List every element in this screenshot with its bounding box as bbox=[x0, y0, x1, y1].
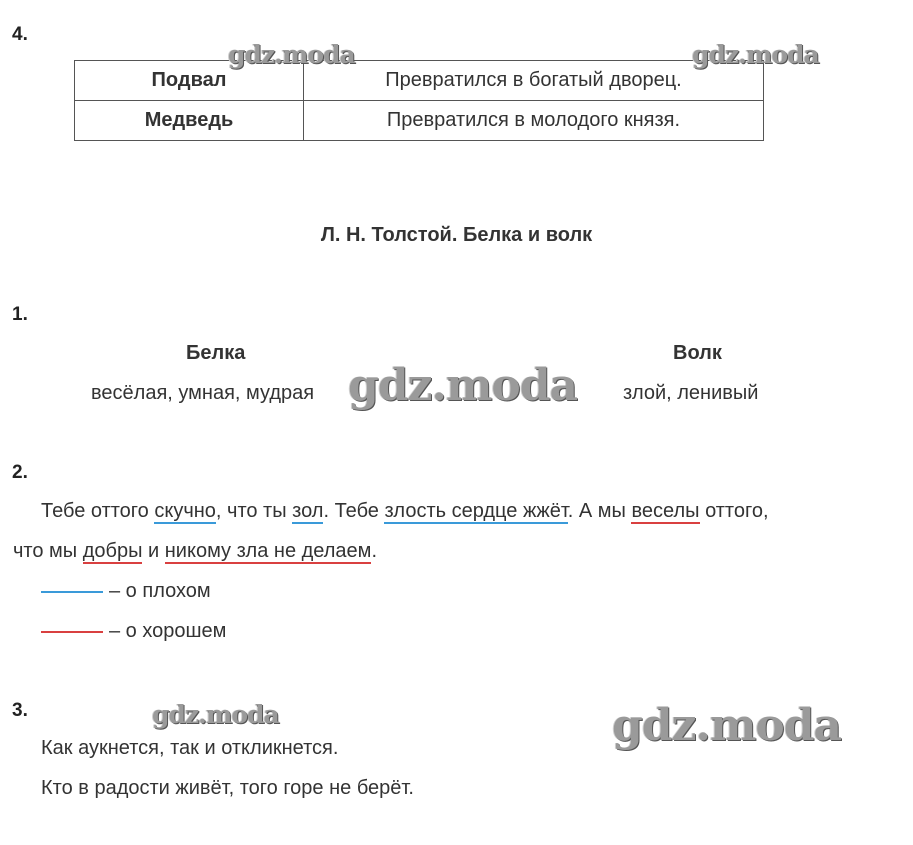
underlined-good-word: никому зла не делаем bbox=[164, 540, 372, 562]
text-segment: . Тебе bbox=[323, 500, 385, 522]
question-1-number: 1. bbox=[12, 304, 28, 325]
column-header-squirrel: Белка bbox=[186, 342, 246, 364]
legend-bad bbox=[41, 580, 211, 603]
wolf-traits: злой, ленивый bbox=[623, 382, 759, 404]
text-segment: . А мы bbox=[567, 500, 632, 522]
table-cell-left: Подвал bbox=[75, 61, 304, 101]
table-cell-left: Медведь bbox=[75, 101, 304, 141]
text-line-1 bbox=[41, 500, 769, 523]
text-segment: . bbox=[371, 540, 377, 562]
table-cell-right: Превратился в молодого князя. bbox=[304, 101, 764, 141]
question-2-number: 2. bbox=[12, 462, 28, 483]
table-row bbox=[75, 101, 764, 141]
watermark: gdz.moda bbox=[692, 40, 819, 69]
text-segment: и bbox=[142, 540, 165, 562]
underlined-good-word: веселы bbox=[631, 500, 700, 522]
blue-underline-sample bbox=[41, 591, 103, 593]
watermark: gdz.moda bbox=[612, 700, 842, 751]
text-segment: , что ты bbox=[215, 500, 293, 522]
text-segment: что мы bbox=[13, 540, 83, 562]
watermark: gdz.moda bbox=[348, 360, 578, 411]
proverb-2: Кто в радости живёт, того горе не берёт. bbox=[41, 777, 414, 799]
section-4-table bbox=[74, 60, 764, 141]
table-cell-right: Превратился в богатый дворец. bbox=[304, 61, 764, 101]
text-segment: оттого, bbox=[699, 500, 769, 522]
underlined-bad-word: зол bbox=[292, 500, 324, 522]
underlined-bad-word: злость сердце жжёт bbox=[384, 500, 568, 522]
legend-good-label: – о хорошем bbox=[109, 620, 227, 642]
squirrel-traits: весёлая, умная, мудрая bbox=[91, 382, 315, 404]
table-row bbox=[75, 61, 764, 101]
question-3-number: 3. bbox=[12, 700, 28, 721]
red-underline-sample bbox=[41, 631, 103, 633]
column-header-wolf: Волк bbox=[673, 342, 722, 364]
underlined-good-word: добры bbox=[82, 540, 143, 562]
watermark: gdz.moda bbox=[228, 40, 355, 69]
text-line-2 bbox=[13, 540, 377, 563]
underlined-bad-word: скучно bbox=[154, 500, 216, 522]
legend-bad-label: – о плохом bbox=[109, 580, 211, 602]
section-4-number: 4. bbox=[12, 24, 28, 45]
watermark: gdz.moda bbox=[152, 700, 279, 729]
story-title: Л. Н. Толстой. Белка и волк bbox=[320, 224, 593, 246]
text-segment: Тебе оттого bbox=[41, 500, 155, 522]
legend-good bbox=[41, 620, 226, 643]
proverb-1: Как аукнется, так и откликнется. bbox=[41, 737, 339, 759]
